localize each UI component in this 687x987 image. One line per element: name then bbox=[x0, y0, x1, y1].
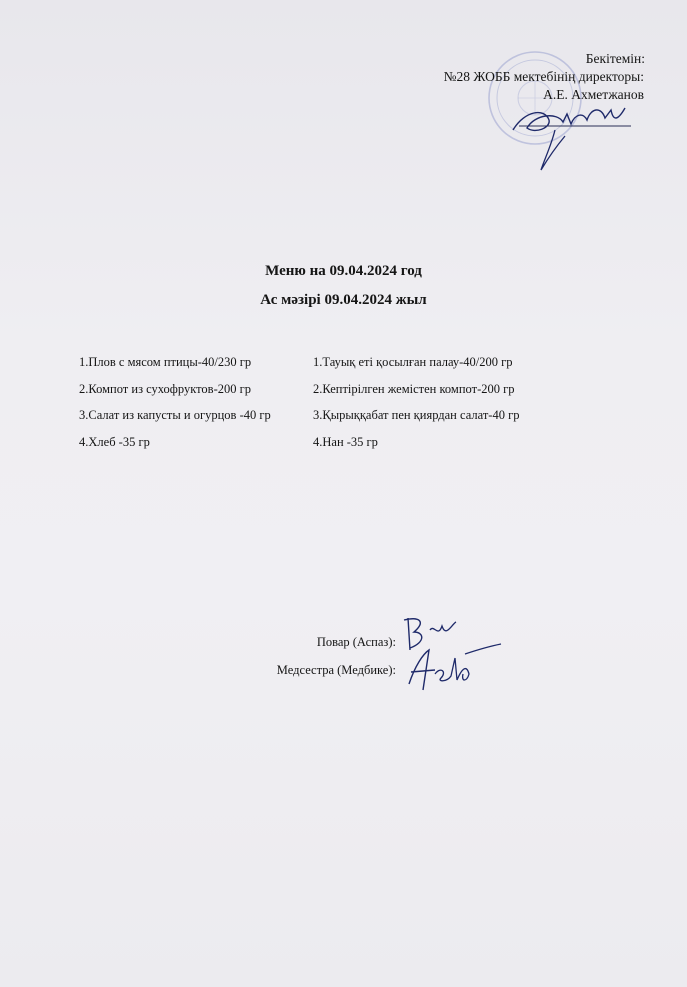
menu-item-kz-3: 3.Қырыққабат пен қиярдан салат-40 гр bbox=[313, 408, 520, 422]
director-name: А.Е. Ахметжанов bbox=[543, 87, 644, 102]
menu-item-ru-3: 3.Салат из капусты и огурцов -40 гр bbox=[79, 408, 271, 422]
signers-block bbox=[277, 628, 396, 684]
school-director-label: №28 ЖОББ мектебінің директоры: bbox=[443, 69, 644, 84]
nurse-label: Медсестра (Медбике): bbox=[276, 663, 396, 677]
menu-title-kz: Ас мәзірі 09.04.2024 жыл bbox=[260, 292, 427, 308]
menu-item-ru-4: 4.Хлеб -35 гр bbox=[79, 434, 150, 449]
menu-list-kz bbox=[313, 349, 519, 455]
director-signature bbox=[505, 100, 635, 175]
cook-label: Повар (Аспаз): bbox=[316, 635, 396, 649]
menu-item-kz-4: 4.Нан -35 гр bbox=[313, 434, 378, 449]
menu-item-kz-1: 1.Тауық еті қосылған палау-40/200 гр bbox=[313, 355, 513, 369]
menu-item-kz-2: 2.Кептірілген жемістен компот-200 гр bbox=[313, 381, 515, 396]
menu-item-ru-2: 2.Компот из сухофруктов-200 гр bbox=[79, 381, 251, 396]
approval-block bbox=[444, 50, 644, 104]
menu-title-ru: Меню на 09.04.2024 год bbox=[265, 263, 422, 279]
nurse-signature bbox=[405, 636, 503, 694]
menu-list-ru bbox=[79, 349, 271, 455]
menu-item-ru-1: 1.Плов с мясом птицы-40/230 гр bbox=[79, 355, 252, 369]
approved-label: Бекітемін: bbox=[585, 51, 645, 66]
